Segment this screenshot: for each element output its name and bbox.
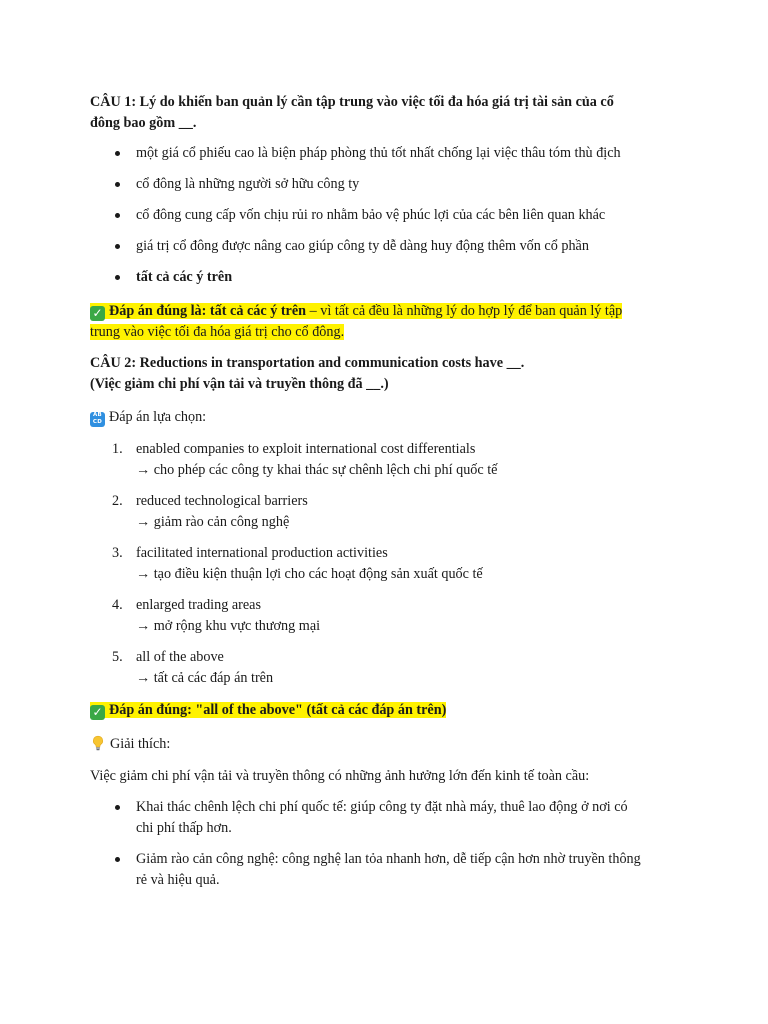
option-number: 4. [112,597,123,613]
question-1-option: giá trị cổ đông được nâng cao giúp công ty dễ dàng huy động thêm vốn cổ phần [90,236,680,257]
question-2-option [90,543,680,585]
option-number: 2. [112,493,123,509]
choices-label: Đáp án lựa chọn: [109,409,207,425]
abcd-icon: AB CD [90,412,105,427]
question-2-option [90,439,680,481]
question-2-options [90,439,680,689]
question-2-title [90,353,680,395]
question-1-answer-label: Đáp án đúng là: tất cả các ý trên [109,303,307,319]
question-2-title-line1: CÂU 2: Reductions in transportation and communication costs have __. [90,355,525,371]
option-english: enlarged trading areas [136,597,261,613]
explanation-intro: Việc giảm chi phí vận tải và truyền thông có những ảnh hưởng lớn đến kinh tế toàn cầu: [90,768,590,784]
question-2-title-line2: (Việc giảm chi phí vận tải và truyền thông đã __.) [90,376,389,392]
question-1-option: cổ đông cung cấp vốn chịu rủi ro nhằm bảo vệ phúc lợi của các bên liên quan khác [90,205,680,226]
option-vietnamese: → mở rộng khu vực thương mại [136,618,321,634]
option-number: 1. [112,441,123,457]
explanation-point-line2: rẻ và hiệu quả. [136,872,220,888]
question-1-answer-reason-line1: – vì tất cả đều là những lý do hợp lý để ban quản lý tập [306,303,623,319]
option-vietnamese: → tất cả các đáp án trên [136,670,274,686]
question-1-title [90,92,680,134]
question-1-title-line1: CÂU 1: Lý do khiến ban quản lý cần tập trung vào việc tối đa hóa giá trị tài sản của cổ [90,94,614,110]
option-number: 5. [112,649,123,665]
question-1-title-line2: đông bao gồm __. [90,115,197,131]
question-2-option [90,491,680,533]
explanation-points [90,797,680,891]
explanation-point-line1: Giảm rào cản công nghệ: công nghệ lan tỏa nhanh hơn, dễ tiếp cận hơn nhờ truyền thông [136,851,641,867]
question-1-option: tất cả các ý trên [90,267,680,288]
question-1-answer [90,301,680,343]
explanation-point [90,849,680,891]
question-2-answer [90,700,680,721]
option-english: enabled companies to exploit international cost differentials [136,441,476,457]
light-bulb-icon [90,735,106,751]
check-mark-icon: ✓ [90,306,105,321]
option-english: all of the above [136,649,224,665]
option-vietnamese: → cho phép các công ty khai thác sự chênh lệch chi phí quốc tế [136,462,498,478]
question-1-option: một giá cổ phiếu cao là biện pháp phòng thủ tốt nhất chống lại việc thâu tóm thù địch [90,143,680,164]
option-number: 3. [112,545,123,561]
explanation-point-line2: chi phí thấp hơn. [136,820,232,836]
choices-heading [90,407,680,428]
explanation-label: Giải thích: [110,736,171,752]
explanation-point-line1: Khai thác chênh lệch chi phí quốc tế: giúp công ty đặt nhà máy, thuê lao động ở nơi có [136,799,628,815]
question-2-option [90,647,680,689]
explanation-heading [90,734,680,755]
option-english: facilitated international production activities [136,545,388,561]
explanation-point [90,797,680,839]
check-mark-icon: ✓ [90,705,105,720]
option-vietnamese: → tạo điều kiện thuận lợi cho các hoạt động sản xuất quốc tế [136,566,483,582]
question-1-options [90,143,680,288]
question-2-answer-text: Đáp án đúng: "all of the above" (tất cả các đáp án trên) [109,702,447,718]
option-english: reduced technological barriers [136,493,308,509]
question-1-option: cổ đông là những người sở hữu công ty [90,174,680,195]
option-vietnamese: → giảm rào cản công nghệ [136,514,290,530]
question-2-option [90,595,680,637]
question-1-answer-reason-line2: trung vào việc tối đa hóa giá trị cho cổ đông. [90,324,345,340]
